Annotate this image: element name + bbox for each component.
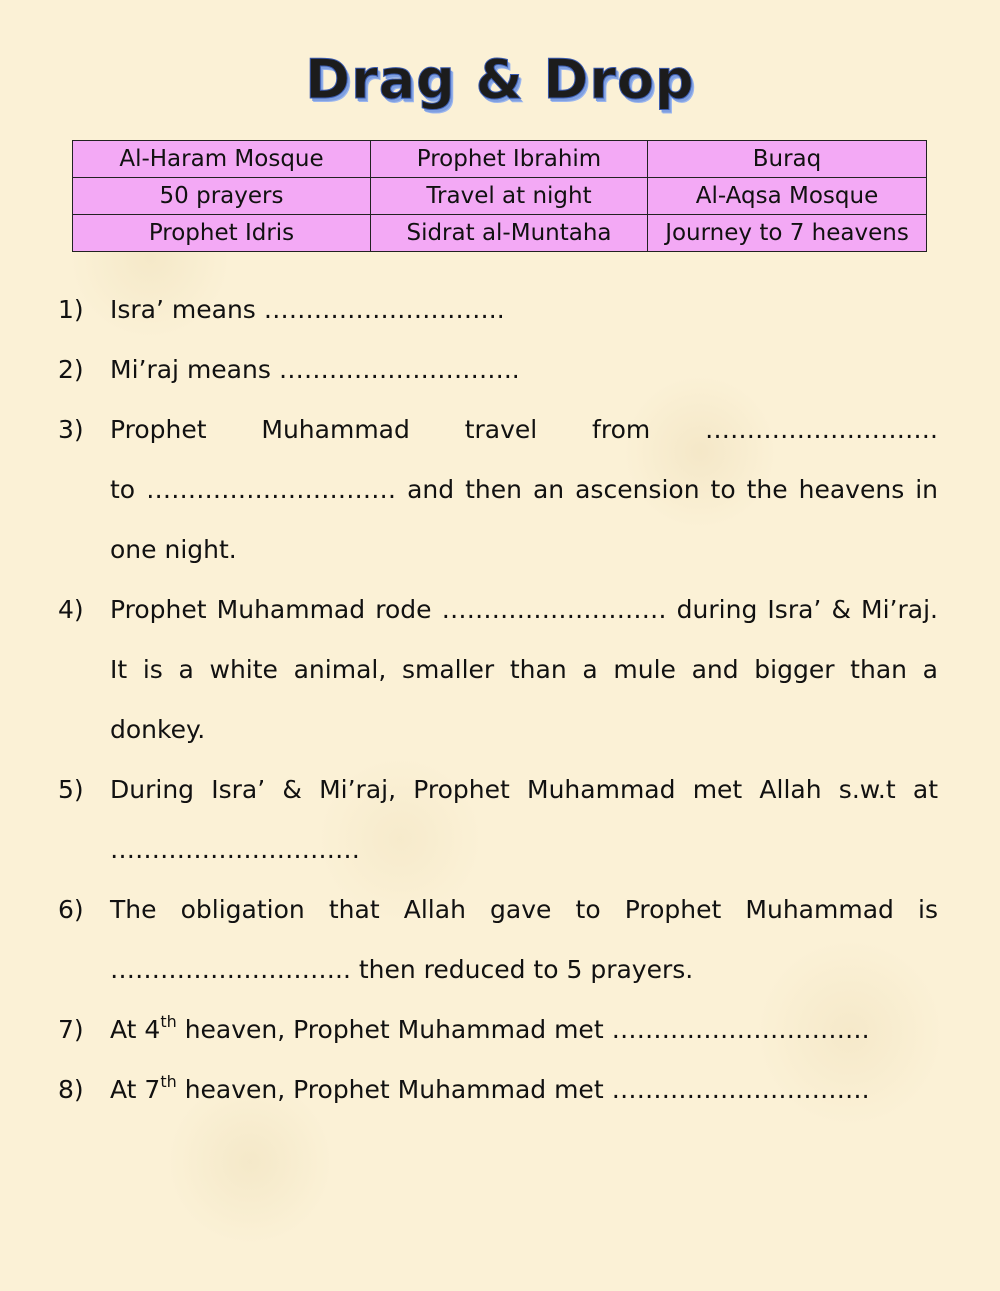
word-tile[interactable]: Travel at night bbox=[371, 178, 648, 215]
question-text: Mi’raj means ……………………….. bbox=[110, 355, 520, 384]
question-item bbox=[58, 880, 938, 1000]
question-number: 4) bbox=[58, 595, 84, 624]
page-title: Drag & Drop bbox=[305, 48, 695, 111]
question-item bbox=[58, 580, 938, 760]
word-bank-row bbox=[73, 215, 927, 252]
word-tile[interactable]: 50 prayers bbox=[73, 178, 371, 215]
question-item bbox=[58, 1000, 938, 1060]
question-text: During Isra’ & Mi’raj, Prophet Muhammad met Allah s.w.t at ………………………… bbox=[110, 775, 938, 864]
ordinal-suffix: th bbox=[160, 1011, 177, 1031]
word-bank-row bbox=[73, 178, 927, 215]
question-text-pre: At 4 bbox=[110, 1015, 161, 1044]
question-text: The obligation that Allah gave to Prophet Muhammad is ……………………….. then reduced to 5 prayers. bbox=[110, 895, 938, 984]
question-text-post: heaven, Prophet Muhammad met …………………………. bbox=[176, 1075, 870, 1104]
word-bank-table bbox=[72, 140, 927, 252]
question-item bbox=[58, 280, 938, 340]
question-item bbox=[58, 760, 938, 880]
question-text-line: to ………………………… and then an ascension to the heavens in one night. bbox=[110, 475, 938, 564]
question-number: 5) bbox=[58, 775, 84, 804]
word-tile[interactable]: Buraq bbox=[648, 141, 927, 178]
question-text-post: heaven, Prophet Muhammad met …………………………. bbox=[176, 1015, 870, 1044]
question-text: Prophet Muhammad rode ……………………… during Isra’ & Mi’raj. It is a white animal, smaller than a mule and bigger than a donkey. bbox=[110, 595, 938, 744]
word-tile[interactable]: Prophet Idris bbox=[73, 215, 371, 252]
question-number: 7) bbox=[58, 1015, 84, 1044]
word-bank-row bbox=[73, 141, 927, 178]
word-tile[interactable]: Al-Aqsa Mosque bbox=[648, 178, 927, 215]
word-tile[interactable]: Al-Haram Mosque bbox=[73, 141, 371, 178]
question-number: 8) bbox=[58, 1075, 84, 1104]
question-text-pre: At 7 bbox=[110, 1075, 161, 1104]
word-tile[interactable]: Journey to 7 heavens bbox=[648, 215, 927, 252]
question-text-line: Prophet Muhammad travel from ………………………. bbox=[110, 415, 938, 444]
question-list bbox=[58, 280, 938, 1120]
word-tile[interactable]: Prophet Ibrahim bbox=[371, 141, 648, 178]
question-item bbox=[58, 340, 938, 400]
question-number: 2) bbox=[58, 355, 84, 384]
question-number: 1) bbox=[58, 295, 84, 324]
ordinal-suffix: th bbox=[160, 1071, 177, 1091]
question-text: Isra’ means ……………………….. bbox=[110, 295, 505, 324]
question-number: 3) bbox=[58, 415, 84, 444]
word-tile[interactable]: Sidrat al-Muntaha bbox=[371, 215, 648, 252]
question-item bbox=[58, 1060, 938, 1120]
question-item bbox=[58, 400, 938, 580]
question-number: 6) bbox=[58, 895, 84, 924]
